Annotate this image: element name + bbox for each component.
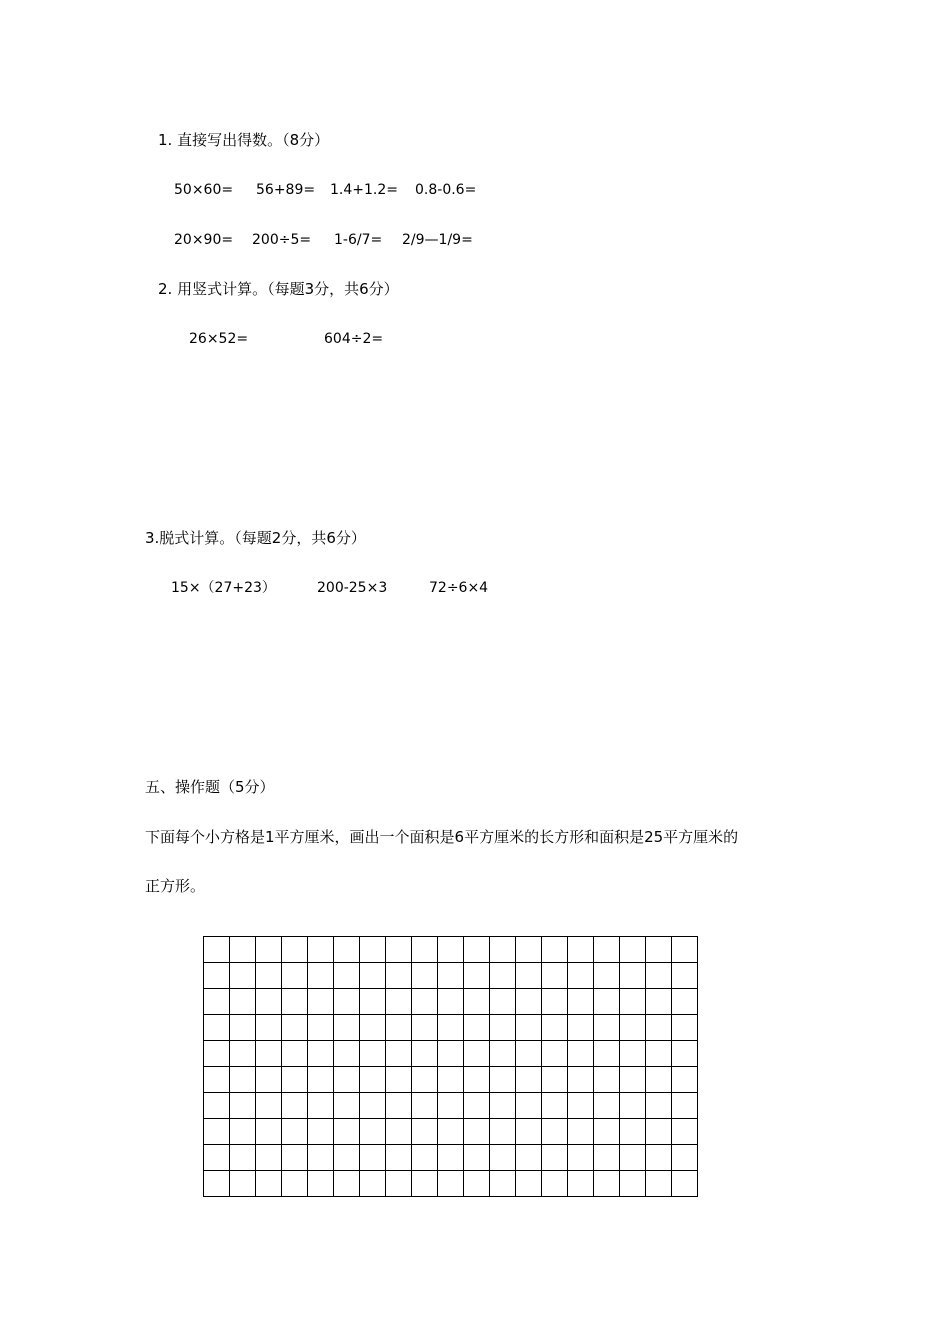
grid-cell <box>360 1015 386 1041</box>
grid-cell <box>594 1093 620 1119</box>
grid-cell <box>568 989 594 1015</box>
question-1-title: 1. 直接写出得数。（8分） <box>158 131 330 149</box>
grid-cell <box>308 937 334 963</box>
q1-row2-item: 200÷5= <box>252 232 312 248</box>
grid-cell <box>230 1093 256 1119</box>
grid-cell <box>256 1145 282 1171</box>
grid-cell <box>672 963 698 989</box>
grid-cell <box>516 1067 542 1093</box>
grid-cell <box>204 1067 230 1093</box>
q3-item: 200-25×3 <box>317 580 388 596</box>
section-5-instruction-line2: 正方形。 <box>145 877 206 895</box>
grid-cell <box>204 1171 230 1197</box>
grid-cell <box>672 1171 698 1197</box>
grid-cell <box>360 989 386 1015</box>
grid-cell <box>256 1067 282 1093</box>
q1-row1-item: 56+89= <box>256 182 316 198</box>
grid-cell <box>204 1145 230 1171</box>
grid-cell <box>490 1145 516 1171</box>
grid-cell <box>256 1171 282 1197</box>
grid-cell <box>594 1171 620 1197</box>
grid-cell <box>464 1041 490 1067</box>
grid-cell <box>464 963 490 989</box>
grid-cell <box>490 1015 516 1041</box>
grid-cell <box>230 937 256 963</box>
grid-cell <box>230 1041 256 1067</box>
grid-cell <box>516 1015 542 1041</box>
grid-cell <box>516 989 542 1015</box>
grid-cell <box>360 963 386 989</box>
grid-cell <box>256 1015 282 1041</box>
grid-cell <box>282 1041 308 1067</box>
grid-cell <box>438 1119 464 1145</box>
grid-cell <box>594 1145 620 1171</box>
grid-cell <box>230 1119 256 1145</box>
grid-cell <box>568 1015 594 1041</box>
grid-cell <box>542 1119 568 1145</box>
grid-cell <box>438 1171 464 1197</box>
grid-cell <box>204 963 230 989</box>
grid-cell <box>360 1041 386 1067</box>
grid-cell <box>464 1171 490 1197</box>
grid-cell <box>334 1041 360 1067</box>
grid-cell <box>204 1119 230 1145</box>
grid-cell <box>282 989 308 1015</box>
grid-cell <box>360 937 386 963</box>
grid-cell <box>516 963 542 989</box>
grid-cell <box>282 1093 308 1119</box>
grid-cell <box>412 1041 438 1067</box>
grid-cell <box>672 937 698 963</box>
grid-cell <box>282 963 308 989</box>
grid-cell <box>204 1015 230 1041</box>
grid-cell <box>542 1171 568 1197</box>
grid-cell <box>230 963 256 989</box>
grid-cell <box>490 937 516 963</box>
grid-cell <box>308 1015 334 1041</box>
grid-cell <box>464 1015 490 1041</box>
grid-cell <box>412 937 438 963</box>
grid-cell <box>308 1119 334 1145</box>
grid-cell <box>256 1041 282 1067</box>
grid-cell <box>672 989 698 1015</box>
grid-cell <box>516 1145 542 1171</box>
grid-cell <box>646 1145 672 1171</box>
q1-row1-item: 50×60= <box>174 182 234 198</box>
grid-cell <box>542 963 568 989</box>
grid-cell <box>438 1015 464 1041</box>
grid-cell <box>308 1093 334 1119</box>
grid-cell <box>334 963 360 989</box>
grid-cell <box>204 1041 230 1067</box>
grid-cell <box>204 937 230 963</box>
grid-cell <box>360 1145 386 1171</box>
grid-cell <box>438 1093 464 1119</box>
grid-cell <box>412 1119 438 1145</box>
grid-cell <box>230 1145 256 1171</box>
grid-cell <box>620 1145 646 1171</box>
grid-cell <box>308 989 334 1015</box>
section-5-instruction-line1: 下面每个小方格是1平方厘米，画出一个面积是6平方厘米的长方形和面积是25平方厘米的 <box>145 828 739 846</box>
q2-item: 26×52= <box>189 331 249 347</box>
grid-cell <box>386 1041 412 1067</box>
grid-cell <box>438 937 464 963</box>
grid-cell <box>360 1119 386 1145</box>
q1-row2-item: 1-6/7= <box>334 232 383 248</box>
grid-cell <box>464 1119 490 1145</box>
grid-cell <box>282 1067 308 1093</box>
grid-cell <box>256 1093 282 1119</box>
grid-cell <box>438 1041 464 1067</box>
grid-cell <box>620 989 646 1015</box>
grid-cell <box>594 1041 620 1067</box>
grid-cell <box>438 1067 464 1093</box>
grid-cell <box>282 937 308 963</box>
grid-cell <box>230 1171 256 1197</box>
grid-cell <box>542 1145 568 1171</box>
grid-cell <box>230 989 256 1015</box>
grid-cell <box>516 1119 542 1145</box>
grid-cell <box>334 937 360 963</box>
grid-cell <box>204 1093 230 1119</box>
grid-cell <box>360 1093 386 1119</box>
grid-cell <box>542 1067 568 1093</box>
grid-cell <box>646 1067 672 1093</box>
grid-cell <box>672 1145 698 1171</box>
grid-cell <box>334 1015 360 1041</box>
grid-cell <box>568 1119 594 1145</box>
grid-cell <box>386 989 412 1015</box>
grid-cell <box>542 989 568 1015</box>
grid-cell <box>308 1067 334 1093</box>
grid-cell <box>386 963 412 989</box>
grid-cell <box>672 1015 698 1041</box>
grid-cell <box>516 1041 542 1067</box>
grid-cell <box>256 963 282 989</box>
grid-cell <box>412 1093 438 1119</box>
grid-cell <box>438 963 464 989</box>
grid-cell <box>646 1119 672 1145</box>
grid-cell <box>334 1119 360 1145</box>
grid-cell <box>516 1171 542 1197</box>
grid-cell <box>490 1171 516 1197</box>
grid-cell <box>334 1093 360 1119</box>
grid-cell <box>386 1145 412 1171</box>
grid-cell <box>464 1145 490 1171</box>
grid-cell <box>464 1093 490 1119</box>
grid-cell <box>620 1041 646 1067</box>
q3-item: 15×（27+23） <box>171 580 276 596</box>
grid-cell <box>386 937 412 963</box>
grid-cell <box>568 1171 594 1197</box>
grid-cell <box>620 1171 646 1197</box>
grid-cell <box>568 1041 594 1067</box>
grid-cell <box>646 1015 672 1041</box>
grid-cell <box>646 1041 672 1067</box>
question-3-title: 3.脱式计算。（每题2分，共6分） <box>145 529 366 547</box>
grid-cell <box>490 1041 516 1067</box>
grid-cell <box>412 963 438 989</box>
q1-row2-item: 2/9—1/9= <box>402 232 473 248</box>
grid-cell <box>412 1171 438 1197</box>
grid-cell <box>646 1171 672 1197</box>
q3-item: 72÷6×4 <box>429 580 489 596</box>
grid-cell <box>672 1119 698 1145</box>
grid-cell <box>672 1093 698 1119</box>
grid-cell <box>282 1171 308 1197</box>
grid-cell <box>256 989 282 1015</box>
grid-cell <box>594 989 620 1015</box>
grid-cell <box>438 1145 464 1171</box>
grid-cell <box>230 1067 256 1093</box>
grid-cell <box>490 989 516 1015</box>
grid-cell <box>568 963 594 989</box>
grid-cell <box>490 963 516 989</box>
grid-cell <box>386 1067 412 1093</box>
grid-cell <box>542 1015 568 1041</box>
q1-row1-item: 0.8-0.6= <box>415 182 477 198</box>
grid-cell <box>308 963 334 989</box>
grid-cell <box>646 963 672 989</box>
grid-cell <box>386 1093 412 1119</box>
grid-cell <box>308 1041 334 1067</box>
grid-cell <box>516 1093 542 1119</box>
square-grid <box>203 936 698 1197</box>
grid-cell <box>672 1067 698 1093</box>
grid-cell <box>568 1145 594 1171</box>
grid-cell <box>594 963 620 989</box>
grid-cell <box>594 937 620 963</box>
grid-cell <box>334 989 360 1015</box>
grid-cell <box>282 1015 308 1041</box>
grid-cell <box>360 1171 386 1197</box>
grid-cell <box>256 937 282 963</box>
grid-cell <box>646 937 672 963</box>
grid-cell <box>204 989 230 1015</box>
grid-cell <box>334 1171 360 1197</box>
grid-cell <box>334 1145 360 1171</box>
grid-cell <box>386 1015 412 1041</box>
grid-cell <box>594 1119 620 1145</box>
grid-cell <box>438 989 464 1015</box>
grid-cell <box>568 1093 594 1119</box>
grid-cell <box>282 1145 308 1171</box>
grid-cell <box>620 1015 646 1041</box>
q1-row2-item: 20×90= <box>174 232 234 248</box>
grid-cell <box>620 1119 646 1145</box>
grid-cell <box>308 1171 334 1197</box>
question-2-title: 2. 用竖式计算。（每题3分，共6分） <box>158 280 399 298</box>
grid-cell <box>386 1171 412 1197</box>
grid-cell <box>334 1067 360 1093</box>
grid-cell <box>594 1015 620 1041</box>
grid-cell <box>516 937 542 963</box>
grid-cell <box>620 963 646 989</box>
grid-cell <box>568 1067 594 1093</box>
grid-cell <box>490 1067 516 1093</box>
grid-cell <box>412 1015 438 1041</box>
grid-cell <box>568 937 594 963</box>
grid-cell <box>412 989 438 1015</box>
grid-cell <box>256 1119 282 1145</box>
grid-cell <box>646 1093 672 1119</box>
grid-cell <box>620 937 646 963</box>
section-5-title: 五、操作题（5分） <box>145 778 275 796</box>
q1-row1-item: 1.4+1.2= <box>330 182 398 198</box>
grid-cell <box>620 1067 646 1093</box>
grid-cell <box>620 1093 646 1119</box>
grid-cell <box>542 937 568 963</box>
q2-item: 604÷2= <box>324 331 384 347</box>
grid-cell <box>412 1067 438 1093</box>
grid-cell <box>542 1041 568 1067</box>
grid-cell <box>464 1067 490 1093</box>
grid-cell <box>230 1015 256 1041</box>
grid-cell <box>282 1119 308 1145</box>
grid-cell <box>386 1119 412 1145</box>
grid-cell <box>646 989 672 1015</box>
grid-cell <box>672 1041 698 1067</box>
grid-cell <box>490 1119 516 1145</box>
grid-cell <box>542 1093 568 1119</box>
grid-cell <box>464 989 490 1015</box>
grid-cell <box>308 1145 334 1171</box>
grid-cell <box>464 937 490 963</box>
grid-cell <box>412 1145 438 1171</box>
grid-cell <box>360 1067 386 1093</box>
grid-cell <box>594 1067 620 1093</box>
grid-cell <box>490 1093 516 1119</box>
